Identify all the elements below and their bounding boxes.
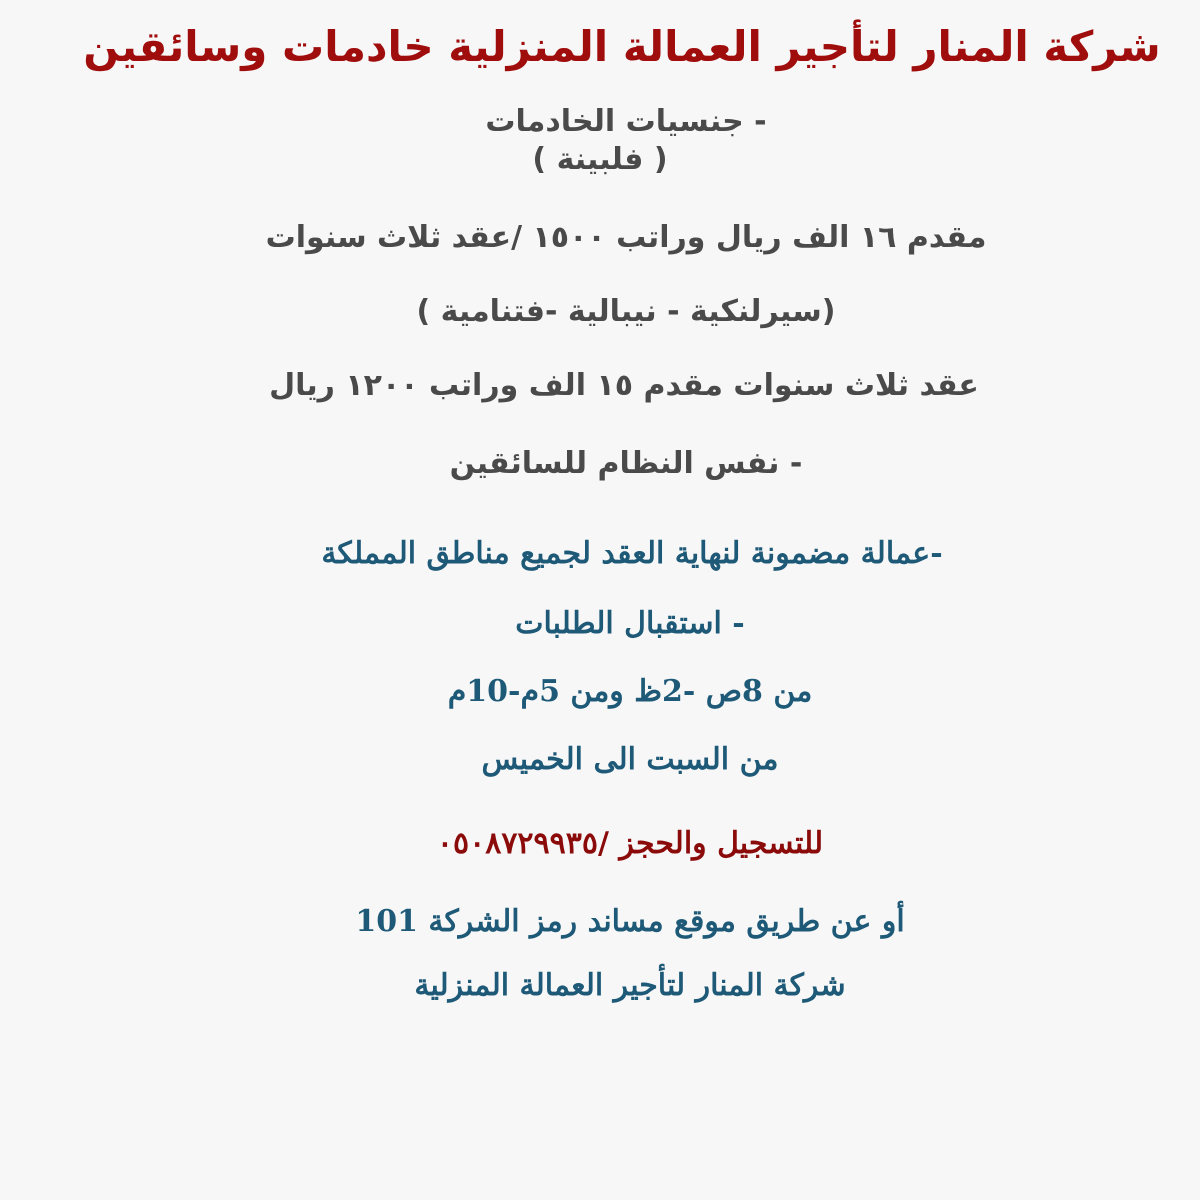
- other-terms: عقد ثلاث سنوات مقدم ١٥ الف وراتب ١٢٠٠ ريال: [269, 368, 979, 403]
- drivers-note: - نفس النظام للسائقين: [449, 446, 803, 481]
- registration-phone: للتسجيل والحجز /٠٥٠٨٧٢٩٩٣٥: [436, 826, 824, 861]
- working-days: من السبت الى الخميس: [481, 742, 779, 777]
- other-nationalities: (سيرلنكية - نيبالية -فتنامية ): [416, 294, 836, 329]
- philippines-label: ( فلبينة ): [532, 142, 668, 177]
- guarantee-text: -عمالة مضمونة لنهاية العقد لجميع مناطق المملكة: [321, 536, 943, 571]
- musaned-code: أو عن طريق موقع مساند رمز الشركة 101: [355, 904, 905, 939]
- company-title: شركة المنار لتأجير العمالة المنزلية خادمات وسائقين: [83, 22, 1161, 71]
- requests-heading: - استقبال الطلبات: [515, 606, 745, 641]
- philippines-terms: مقدم ١٦ الف ريال وراتب ١٥٠٠ /عقد ثلاث سنوات: [265, 220, 987, 255]
- nationalities-heading: - جنسيات الخادمات: [485, 104, 767, 139]
- working-hours: من 8ص -2ظ ومن 5م-10م: [447, 674, 813, 709]
- company-footer-name: شركة المنار لتأجير العمالة المنزلية: [414, 968, 846, 1003]
